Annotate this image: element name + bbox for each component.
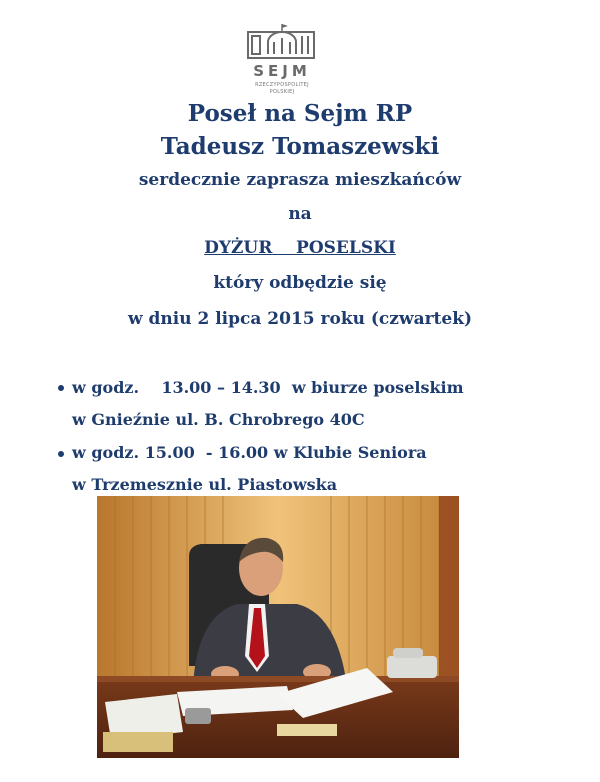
event-intro: który odbędzie się [213,273,387,293]
invitation-text: serdecznie zaprasza mieszkańców [138,170,462,190]
logo-subtitle-2: POLSKIEJ [269,89,295,95]
heading-role: Poseł na Sejm RP [187,100,413,127]
duty-title: DYŻUR POSELSKI [204,238,396,258]
schedule-item-2-place: w Trzemesznie ul. Piastowska [72,475,338,494]
bullet-icon [58,451,64,457]
logo-subtitle-1: RZECZYPOSPOLITEJ [255,82,309,88]
bullet-icon [58,385,64,391]
sejm-logo [246,22,318,98]
heading-name: Tadeusz Tomaszewski [160,133,440,160]
invitation-na: na [288,204,312,224]
logo-wordmark: SEJM [253,62,311,80]
parliament-building-icon [246,22,318,62]
schedule-item-1-place: w Gnieźnie ul. B. Chrobrego 40C [72,410,365,429]
schedule-item-2-time: w godz. 15.00 - 16.00 w Klubie Seniora [72,443,427,462]
photo-mp-at-desk [97,496,459,758]
schedule-item-1-time: w godz. 13.00 – 14.30 w biurze poselskim [72,378,464,397]
event-date: w dniu 2 lipca 2015 roku (czwartek) [127,309,473,329]
